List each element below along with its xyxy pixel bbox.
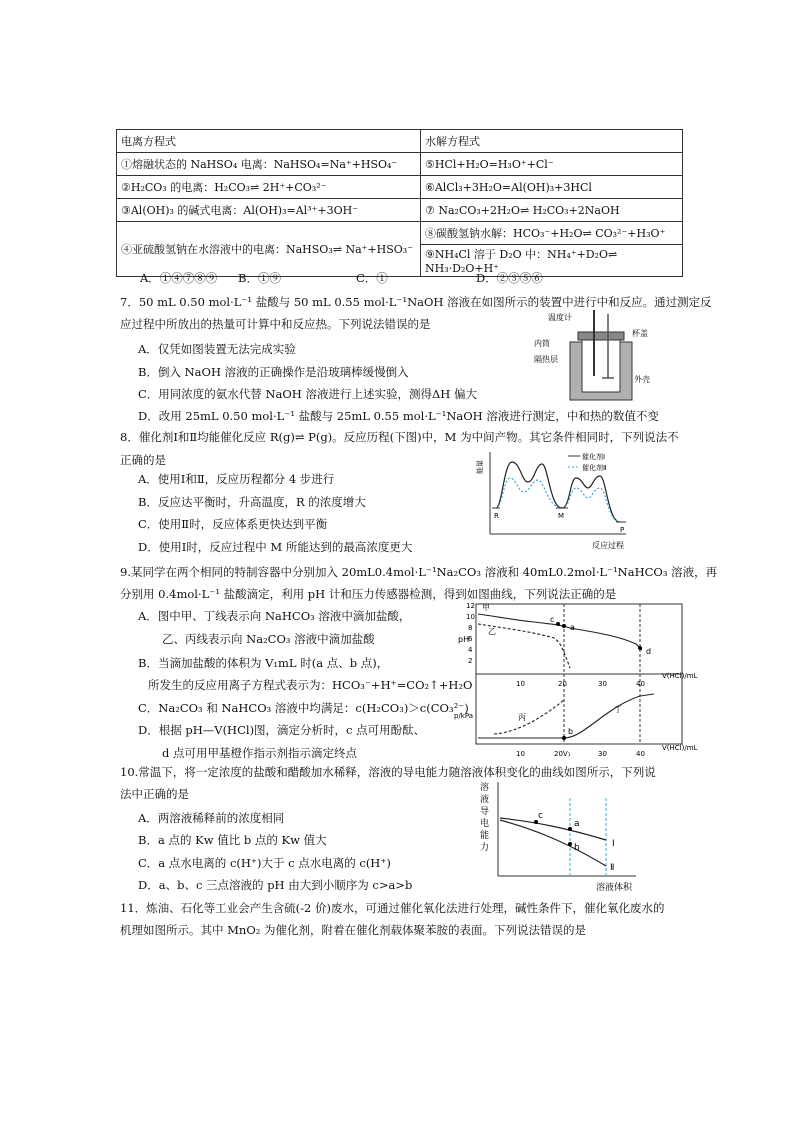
- q9-option-b-line1: B．当滴加盐酸的体积为 V₁mL 时(a 点、b 点)，: [138, 656, 389, 670]
- y-label-char: 能: [480, 831, 490, 841]
- label-p: P: [620, 526, 625, 534]
- y-label-char: 力: [480, 843, 490, 853]
- q10-option-c: C．a 点水电离的 c(H⁺)大于 c 点水电离的 c(H⁺): [138, 856, 391, 870]
- y-label-char: 溶: [480, 783, 490, 793]
- q8-option-a: A．使用Ⅰ和Ⅱ，反应历程都分 4 步进行: [138, 472, 335, 486]
- label-r: R: [494, 512, 499, 520]
- legend-catalyst-2: 催化剂Ⅱ: [582, 464, 607, 472]
- q8-option-b: B．反应达平衡时，升高温度，R 的浓度增大: [138, 495, 366, 509]
- q7-option-c: C．用同浓度的氨水代替 NaOH 溶液进行上述实验，测得ΔH 偏大: [138, 387, 477, 401]
- q6-option-c: C．①: [356, 271, 388, 285]
- q9-option-d-line2: d 点可用甲基橙作指示剂指示滴定终点: [162, 746, 358, 760]
- label-curve-ii: Ⅱ: [610, 863, 615, 873]
- label-thermometer: 温度计: [548, 313, 572, 322]
- table-cell: ①熔融状态的 NaHSO₄ 电离：NaHSO₄=Na⁺+HSO₄⁻: [117, 153, 421, 176]
- label-b: b: [574, 843, 580, 853]
- q6-option-b: B．①⑨: [238, 271, 281, 285]
- q10-stem-line2: 法中正确的是: [120, 787, 189, 801]
- point-a: [568, 827, 572, 831]
- cup-lid: [578, 332, 624, 340]
- q9-option-d-line1: D．根据 pH—V(HCl)图，滴定分析时，c 点可用酚酞、: [138, 723, 426, 737]
- q11-stem-line2: 机理如图所示。其中 MnO₂ 为催化剂，附着在催化剂载体聚苯胺的表面。下列说法错误的是: [120, 923, 587, 937]
- label-jia: 甲: [482, 603, 490, 612]
- q7-stem-line1: 7．50 mL 0.50 mol·L⁻¹ 盐酸与 50 mL 0.55 mol·L⁻¹NaOH 溶液在如图所示的装置中进行中和反应。通过测定反: [120, 295, 712, 309]
- table-cell: ⑤HCl+H₂O=H₃O⁺+Cl⁻: [421, 153, 683, 176]
- label-d: d: [646, 647, 652, 656]
- table-cell: ④亚硫酸氢钠在水溶液中的电离：NaHSO₃⇌ Na⁺+HSO₃⁻: [117, 222, 421, 277]
- q8-option-d: D．使用Ⅰ时，反应过程中 M 所能达到的最高浓度更大: [138, 540, 413, 554]
- table-cell: ⑦ Na₂CO₃+2H₂O⇌ H₂CO₃+2NaOH: [421, 199, 683, 222]
- y-axis-label: 能量: [476, 460, 484, 474]
- y-tick: 12: [466, 602, 475, 610]
- label-c: c: [550, 615, 555, 624]
- q9-option-a-line2: 乙、丙线表示向 Na₂CO₃ 溶液中滴加盐酸: [162, 632, 375, 646]
- conductivity-chart: [476, 778, 646, 896]
- label-outer: 外壳: [634, 375, 650, 384]
- titration-chart: [454, 598, 724, 760]
- q8-stem-line2: 正确的是: [120, 453, 166, 467]
- curve-ding: [478, 694, 654, 738]
- label-a: a: [574, 819, 580, 829]
- q9-option-b-line2: 所发生的反应用离子方程式表示为：HCO₃⁻+H⁺=CO₂↑+H₂O: [148, 678, 473, 692]
- x-axis-label-bottom: V(HCl)/mL: [662, 744, 698, 752]
- q9-option-a-line1: A．图中甲、丁线表示向 NaHCO₃ 溶液中滴加盐酸，: [138, 609, 411, 623]
- table-cell: ②H₂CO₃ 的电离：H₂CO₃⇌ 2H⁺+CO₃²⁻: [117, 176, 421, 199]
- x-tick: 30: [598, 680, 607, 688]
- table-cell: ⑧碳酸氢钠水解：HCO₃⁻+H₂O⇌ CO₃²⁻+H₃O⁺: [421, 222, 683, 245]
- table-cell: ⑥AlCl₃+3H₂O=Al(OH)₃+3HCl: [421, 176, 683, 199]
- label-inner: 内筒: [534, 339, 550, 348]
- y-label-char: 电: [480, 819, 490, 829]
- x-axis-label: 反应过程: [592, 541, 624, 550]
- q7-option-d: D．改用 25mL 0.50 mol·L⁻¹ 盐酸与 25mL 0.55 mol·L⁻¹NaOH 溶液进行测定，中和热的数值不变: [138, 409, 659, 423]
- q9-option-c: C．Na₂CO₃ 和 NaHCO₃ 溶液中均满足：c(H₂CO₃)＞c(CO₃²⁻): [138, 701, 469, 715]
- x-tick: 30: [598, 750, 607, 758]
- q9-stem-line1: 9.某同学在两个相同的特制容器中分别加入 20mL0.4mol·L⁻¹Na₂CO₃ 溶液和 40mL0.2mol·L⁻¹NaHCO₃ 溶液，再: [120, 565, 718, 579]
- point-c: [556, 622, 560, 626]
- label-c: c: [538, 811, 543, 821]
- q7-stem-line2: 应过程中所放出的热量可计算中和反应热。下列说法错误的是: [120, 317, 431, 331]
- table-header-right: 水解方程式: [421, 130, 683, 153]
- y-label-char: 液: [480, 795, 490, 805]
- x-tick: 20V₁: [554, 750, 571, 758]
- label-insulation: 隔热层: [534, 355, 558, 364]
- curve-i: [500, 818, 606, 840]
- q11-stem-line1: 11．炼油、石化等工业会产生含硫(-2 价)废水，可通过催化氧化法进行处理，碱性条件下，催化氧化废水的: [120, 901, 665, 915]
- table-header-left: 电离方程式: [117, 130, 421, 153]
- label-bing: 丙: [518, 713, 526, 722]
- point-a: [562, 624, 566, 628]
- x-axis-label-top: V(HCl)/mL: [662, 672, 698, 680]
- point-b: [568, 842, 572, 846]
- y-tick: 10: [466, 613, 475, 621]
- label-m: M: [558, 512, 565, 520]
- energy-profile-chart: [476, 448, 636, 558]
- table-cell: ③Al(OH)₃ 的碱式电离：Al(OH)₃=Al³⁺+3OH⁻: [117, 199, 421, 222]
- q10-option-b: B．a 点的 Kw 值比 b 点的 Kw 值大: [138, 833, 327, 847]
- q6-option-d: D．②③⑤⑥: [476, 271, 543, 285]
- label-lid: 杯盖: [632, 329, 648, 338]
- y-tick: 8: [468, 624, 473, 632]
- x-axis-label: 溶液体积: [596, 883, 633, 893]
- q7-option-a: A．仅凭如图装置无法完成实验: [138, 342, 296, 356]
- curve-bing: [494, 700, 564, 734]
- x-tick: 10: [516, 750, 525, 758]
- y-label-char: 导: [480, 807, 490, 817]
- point-b: [562, 736, 566, 740]
- q8-stem-line1: 8．催化剂Ⅰ和Ⅱ均能催化反应 R(g)⇌ P(g)。反应历程(下图)中，M 为中间产物。其它条件相同时，下列说法不: [120, 430, 679, 444]
- y-tick: 6: [468, 635, 473, 643]
- pressure-label: p/kPa: [454, 712, 474, 720]
- table-cell: ⑨NH₄Cl 溶于 D₂O 中：NH₄⁺+D₂O⇌ NH₃·D₂O+H⁺: [421, 245, 683, 277]
- calorimeter-diagram: [528, 306, 658, 406]
- y-tick: 4: [468, 646, 473, 654]
- q10-option-a: A．两溶液稀释前的浓度相同: [138, 811, 285, 825]
- label-a: a: [570, 623, 575, 632]
- label-yi: 乙: [488, 627, 496, 636]
- label-curve-i: Ⅰ: [612, 839, 615, 849]
- legend-catalyst-1: 催化剂Ⅰ: [582, 453, 606, 461]
- q10-option-d: D．a、b、c 三点溶液的 pH 由大到小顺序为 c>a>b: [138, 878, 413, 892]
- q9-stem-line2: 分别用 0.4mol·L⁻¹ 盐酸滴定，利用 pH 计和压力传感器检测，得到如图曲线，下列说法正确的是: [120, 587, 617, 601]
- x-tick: 40: [636, 750, 645, 758]
- inner-cup: [582, 340, 620, 392]
- point-d: [638, 646, 642, 650]
- q7-option-b: B．倒入 NaOH 溶液的正确操作是沿玻璃棒缓慢倒入: [138, 365, 409, 379]
- x-tick: 40: [636, 680, 645, 688]
- q10-stem-line1: 10.常温下，将一定浓度的盐酸和醋酸加水稀释，溶液的导电能力随溶液体积变化的曲线如图所示，下列说: [120, 765, 656, 779]
- y-tick: 2: [468, 657, 473, 665]
- equation-table: [116, 129, 683, 277]
- x-tick: 10: [516, 680, 525, 688]
- q8-option-c: C．使用Ⅱ时，反应体系更快达到平衡: [138, 517, 328, 531]
- label-ding: 丁: [614, 705, 622, 714]
- ph-label: pH: [458, 635, 470, 644]
- q6-option-a: A．①④⑦⑧⑨: [140, 271, 218, 285]
- x-tick: 20: [558, 680, 567, 688]
- label-b: b: [568, 727, 574, 736]
